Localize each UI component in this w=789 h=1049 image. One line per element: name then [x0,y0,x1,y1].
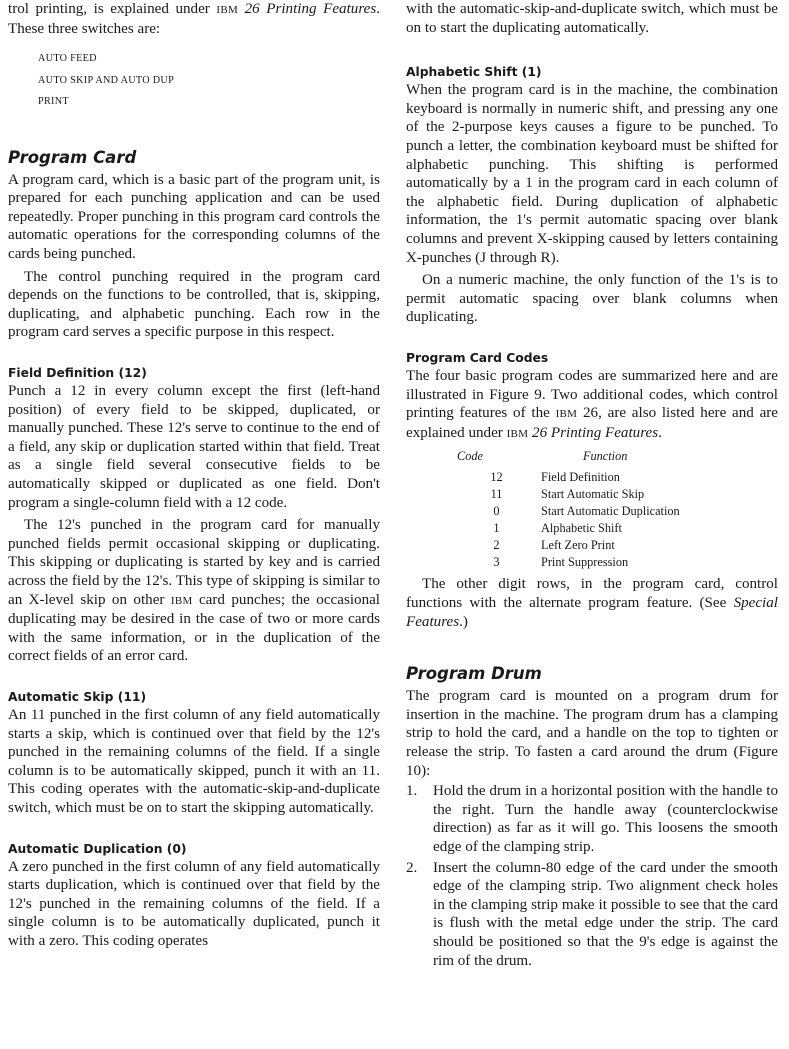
code-cell: 0 [493,504,500,519]
subheading-automatic-skip: Automatic Skip (11) [8,689,147,704]
section-heading-program-card: Program Card [8,147,137,167]
table-row [452,469,680,486]
step-number: 2. [406,859,418,876]
program-codes-table [452,447,680,571]
table-row [452,486,680,503]
automatic-duplication-paragraph: A zero punched in the first column of any field automatically starts duplication, which is continued over that field by the 12's punched in the remaining columns of the field. If a single column is to be automatically duplicated, punch it with a zero. This coding operates [8,858,380,949]
alphabetic-shift-paragraph-2: On a numeric machine, the only function of the 1's is to permit automatic spacing over blank columns when duplicating. [406,272,778,326]
switch-item: AUTO SKIP AND AUTO DUP [38,74,175,86]
table-row [452,554,680,571]
function-cell: Start Automatic Duplication [541,504,680,519]
switch-item: AUTO FEED [38,53,97,65]
alphabetic-shift-paragraph-1: When the program card is in the machine, the combination keyboard is normally in numeric shift, and pressing any one of the 2-purpose keys causes a figure to be punched. To punch a letter, the combination keyboard must be shifted for alphabetic punching. This shifting is performed automatically by a 1 in the program card in each column of the alphabetic field. During duplication of alphabetic information, the 1's permit automatic spacing over blank columns and prevent X-skipping caused by letters containing X-punches (J through R). [406,82,778,266]
function-cell: Start Automatic Skip [541,486,645,501]
code-cell: 11 [490,486,503,501]
function-cell: Print Suppression [541,555,629,570]
column-header-function: Function [583,449,628,464]
subheading-automatic-duplication: Automatic Duplication (0) [8,841,187,856]
switch-list [38,48,380,113]
other-rows-paragraph: The other digit rows, in the program card, control functions with the alternate program feature. (See Special Features.) [406,576,778,630]
function-cell: Left Zero Print [541,538,615,553]
table-row [452,503,680,520]
table-row [452,520,680,537]
column-header-code: Code [457,449,483,464]
section-heading-program-drum: Program Drum [406,664,542,684]
switch-item: PRINT [38,96,69,108]
table-header-row [452,447,680,469]
fastening-steps-list [406,782,778,970]
subheading-alphabetic-shift: Alphabetic Shift (1) [406,65,542,80]
table-row [452,537,680,554]
code-cell: 1 [493,521,500,536]
code-cell: 3 [493,555,500,570]
subheading-field-definition: Field Definition (12) [8,366,147,381]
right-column [406,0,778,970]
step-text: Insert the column-80 edge of the card under the smooth edge of the clamping strip. Two alignment check holes in the clamping strip make it possible to see that the card is flush with the metal edge under the strip. The card should be positioned so that the 9's edge is against the rim of the drum. [433,859,778,969]
left-column [8,0,380,950]
field-definition-paragraph-2: The 12's punched in the program card for manually punched fields permit occasional skipping or duplicating. This skipping or duplicating is started by key and is carried across the field by the 12's. This type of skipping is similar to an X-level skip on other IBM card punches; the occasional duplicating may be desired in the case of two or more cards with the same information, or in the duplication of the correct fields of an error card. [8,517,381,665]
continued-paragraph: with the automatic-skip-and-duplicate switch, which must be on to start the duplicating automatically. [406,1,778,36]
function-cell: Field Definition [541,469,620,484]
function-cell: Alphabetic Shift [541,521,622,536]
list-item [406,782,778,856]
automatic-skip-paragraph: An 11 punched in the first column of any field automatically starts a skip, which is continued over that field by the 12's punched in the remaining columns of the field. If a single column is to be automatically skipped, punch it with an 11. This coding operates with the automatic-skip-and-duplicate switch, which must be on to start the skipping automatically. [8,706,380,816]
program-drum-paragraph: The program card is mounted on a program drum for insertion in the machine. The program drum has a clamping strip to hold the card, and a handle on the top to tighten or release the strip. To fasten a card around the drum (Figure 10): [406,688,778,779]
program-card-paragraph-2: The control punching required in the program card depends on the functions to be controlled, that is, skipping, duplicating, and alphabetic punching. Each row in the program card serves a specific purpose in this respect. [8,268,380,341]
step-number: 1. [406,783,418,800]
subheading-program-card-codes: Program Card Codes [406,350,549,365]
field-definition-paragraph-1: Punch a 12 in every column except the first (left-hand position) of every field to be skipped, duplicated, or manually punched. These 12's serve to continue to the end of a field, any skip or duplication started within that field. Treat as a single field several consecutive fields to be automatically skipped or duplicated as one field. Don't program a single-column field with a 12 code. [8,383,380,511]
program-card-paragraph-1: A program card, which is a basic part of the program unit, is prepared for each punching application and can be used repeatedly. Proper punching in this program card controls the automatic operations for the corresponding columns of the cards being punched. [8,171,380,263]
code-cell: 12 [490,469,503,484]
program-card-codes-paragraph: The four basic program codes are summarized here and are illustrated in Figure 9. Two additional codes, which control printing features of the IBM 26, are also listed here and are explained under IBM 26 Printing Features. [406,367,778,441]
code-cell: 2 [493,538,500,553]
intro-paragraph: trol printing, is explained under IBM 26 Printing Features. These three switches are: [8,1,380,37]
list-item [406,859,778,971]
step-text: Hold the drum in a horizontal position with the handle to the right. Turn the handle away (counterclockwise direction) as far as it will go. This loosens the smooth edge of the clamping strip. [433,783,778,855]
